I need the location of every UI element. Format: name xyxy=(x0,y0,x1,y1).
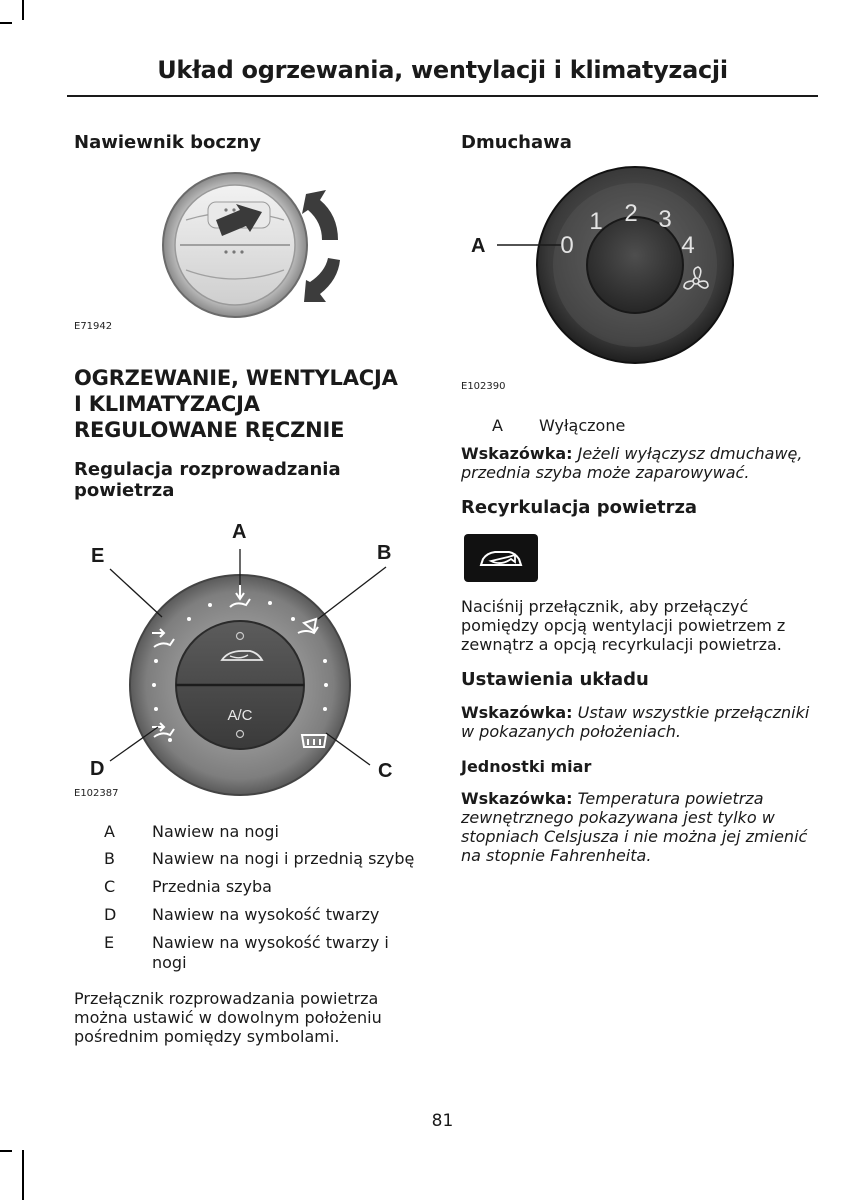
air-distribution-dial-illustration xyxy=(70,515,430,805)
side-vent-heading: Nawiewnik boczny xyxy=(74,132,262,153)
distribution-figure-id: E102387 xyxy=(74,788,119,799)
legend-letter: B xyxy=(104,849,115,868)
legend-text: Przednia szyba xyxy=(152,877,272,896)
side-vent-figure-id: E71942 xyxy=(74,321,113,332)
header-divider xyxy=(67,95,818,97)
note-label: Wskazówka: xyxy=(461,789,573,808)
legend-text: Nawiew na wysokość twarzy i xyxy=(152,933,389,952)
legend-letter: D xyxy=(104,905,117,924)
note-text: przednia szyba może zaparowywać. xyxy=(461,463,750,482)
note-text: zewnętrznego pokazywana jest tylko w xyxy=(461,808,775,827)
units-heading: Jednostki miar xyxy=(461,757,592,776)
recirculation-button-icon xyxy=(463,533,539,583)
speed-3: 3 xyxy=(658,206,672,233)
manual-heading-line1: OGRZEWANIE, WENTYLACJA xyxy=(74,366,398,390)
page-number: 81 xyxy=(431,1111,454,1131)
recirculation-paragraph-line2: pomiędzy opcją wentylacji powietrzem z xyxy=(461,616,786,635)
speed-0: 0 xyxy=(560,232,574,259)
side-vent-illustration xyxy=(150,170,355,320)
units-note-line3 xyxy=(461,827,807,846)
legend-letter: E xyxy=(104,933,115,952)
recirculation-heading: Recyrkulacja powietrza xyxy=(461,497,698,518)
recirculation-paragraph-line3: zewnątrz a opcją recyrkulacji powietrza. xyxy=(461,635,782,654)
speed-1: 1 xyxy=(589,208,603,235)
blower-dial-illustration xyxy=(455,165,785,380)
legend-text: nogi xyxy=(152,953,187,972)
distribution-paragraph-line3: pośrednim pomiędzy symbolami. xyxy=(74,1027,340,1046)
crop-mark-bottom-left-v xyxy=(22,1150,24,1200)
blower-note-line1 xyxy=(461,444,802,463)
legend-letter: A xyxy=(104,822,115,841)
blower-figure-id: E102390 xyxy=(461,381,506,392)
note-text: w pokazanych położeniach. xyxy=(461,722,682,741)
callout-e: E xyxy=(91,545,105,567)
legend-text: Nawiew na nogi i przednią szybę xyxy=(152,849,415,868)
callout-a: A xyxy=(232,521,247,543)
callout-b: B xyxy=(377,542,392,564)
settings-note-line2 xyxy=(461,722,681,741)
legend-text: Nawiew na wysokość twarzy xyxy=(152,905,380,924)
blower-legend-text: Wyłączone xyxy=(539,416,626,435)
vent-rotate-up-arrow-icon xyxy=(302,190,338,240)
ac-label: A/C xyxy=(227,707,253,724)
legend-letter: C xyxy=(104,877,116,896)
blower-note-line2 xyxy=(461,463,749,482)
distribution-heading-line2: powietrza xyxy=(74,480,175,501)
manual-heading-line3: REGULOWANE RĘCZNIE xyxy=(74,418,345,442)
callout-d: D xyxy=(90,758,105,780)
crop-mark-bottom-left-h xyxy=(0,1150,12,1152)
units-note-line2 xyxy=(461,808,775,827)
recirculation-paragraph-line1: Naciśnij przełącznik, aby przełączyć xyxy=(461,597,749,616)
crop-mark-top-left-v xyxy=(22,0,24,20)
blower-heading: Dmuchawa xyxy=(461,132,572,153)
units-note-line1 xyxy=(461,789,764,808)
units-note-line4 xyxy=(461,846,651,865)
note-text: Ustaw wszystkie przełączniki xyxy=(577,703,810,722)
legend-text: Nawiew na nogi xyxy=(152,822,279,841)
note-text: Temperatura powietrza xyxy=(577,789,764,808)
note-label: Wskazówka: xyxy=(461,444,573,463)
distribution-heading-line1: Regulacja rozprowadzania xyxy=(74,459,341,480)
note-label: Wskazówka: xyxy=(461,703,573,722)
speed-4: 4 xyxy=(681,232,695,259)
crop-mark-top-left-h xyxy=(0,22,12,24)
distribution-paragraph-line2: można ustawić w dowolnym położeniu xyxy=(74,1008,382,1027)
note-text: Jeżeli wyłączysz dmuchawę, xyxy=(577,444,803,463)
distribution-paragraph-line1: Przełącznik rozprowadzania powietrza xyxy=(74,989,379,1008)
vent-rotate-down-arrow-icon xyxy=(304,258,340,302)
page-title: Układ ogrzewania, wentylacji i klimatyzacji xyxy=(157,56,728,84)
settings-note-line1 xyxy=(461,703,809,722)
blower-legend-letter: A xyxy=(492,416,503,435)
note-text: stopniach Celsjusza i nie można jej zmienić xyxy=(461,827,808,846)
callout-c: C xyxy=(378,760,393,782)
blower-callout-a: A xyxy=(471,235,486,257)
manual-heading-line2: I KLIMATYZACJA xyxy=(74,392,260,416)
speed-2: 2 xyxy=(624,200,638,227)
note-text: na stopnie Fahrenheita. xyxy=(461,846,652,865)
settings-heading: Ustawienia układu xyxy=(461,669,649,690)
